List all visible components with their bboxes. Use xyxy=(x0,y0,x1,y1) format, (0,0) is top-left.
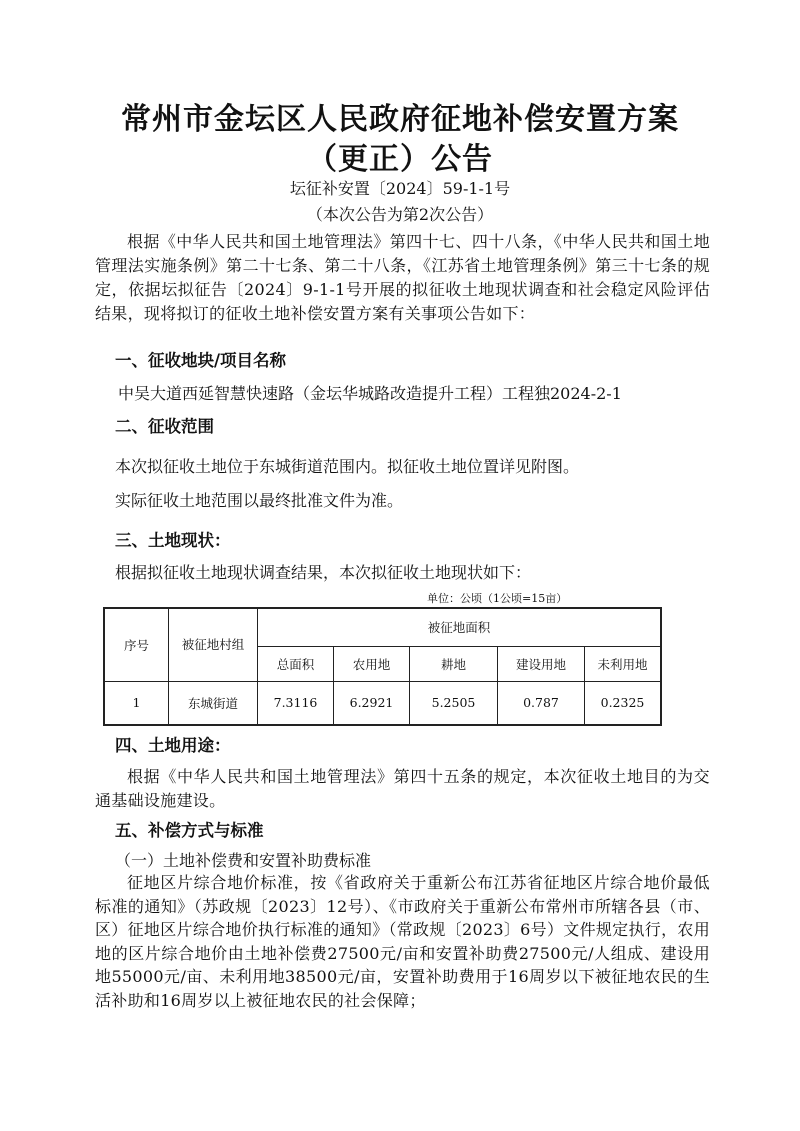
header-cultivated-land: 耕地 xyxy=(410,646,498,681)
section1-content: 中吴大道西延智慧快速路（金坛华城路改造提升工程）工程独2024-2-1 xyxy=(118,384,622,403)
document-title: 常州市金坛区人民政府征地补偿安置方案 xyxy=(121,102,679,137)
cell-construction-land: 0.787 xyxy=(498,681,585,725)
section2-line2: 实际征收土地范围以最终批准文件为准。 xyxy=(115,491,404,510)
section3-content: 根据拟征收土地现状调查结果，本次拟征收土地现状如下： xyxy=(115,563,532,582)
cell-village-group: 东城街道 xyxy=(169,681,258,725)
section4-content: 根据《中华人民共和国土地管理法》第四十五条的规定，本次征收土地目的为交通基础设施建设。 xyxy=(95,767,710,810)
cell-cultivated-land: 5.2505 xyxy=(410,681,498,725)
header-village-group: 被征地村组 xyxy=(169,608,258,681)
notice-count: （本次公告为第2次公告） xyxy=(306,205,494,224)
unit-note: 单位：公顷（1公顷=15亩） xyxy=(427,592,568,605)
section4-heading: 四、土地用途： xyxy=(115,736,231,755)
header-no: 序号 xyxy=(104,608,169,681)
document-number: 坛征补安置〔2024〕59-1-1号 xyxy=(289,179,511,198)
section5-heading: 五、补偿方式与标准 xyxy=(115,821,264,840)
land-status-table xyxy=(103,607,662,726)
header-agricultural-land: 农用地 xyxy=(334,646,410,681)
header-total-area: 总面积 xyxy=(258,646,334,681)
section2-heading: 二、征收范围 xyxy=(115,417,214,436)
header-construction-land: 建设用地 xyxy=(498,646,585,681)
cell-no: 1 xyxy=(104,681,169,725)
section3-heading: 三、土地现状： xyxy=(115,531,231,550)
section2-line1: 本次拟征收土地位于东城街道范围内。拟征收土地位置详见附图。 xyxy=(115,457,580,476)
section1-heading: 一、征收地块/项目名称 xyxy=(115,351,287,370)
cell-agricultural-land: 6.2921 xyxy=(334,681,410,725)
section5-subheading: （一）土地补偿费和安置补助费标准 xyxy=(115,851,372,870)
section5-content: 征地区片综合地价标准，按《省政府关于重新公布江苏省征地区片综合地价最低标准的通知》（苏政规〔2023〕12号）、《市政府关于重新公布常州市所辖各县（市、区）征地区片综合地价执行标准的通知》（常政规〔2023〕6号）文件规定执行，农用地的区片综合地价由土地补偿费27500元/亩和安置补助费27500元/人组成、建设用地55000元/亩、未利用地38500元/亩，安置补助费用于16周岁以下被征地农民的生活补助和16周岁以上被征地农民的社会保障； xyxy=(95,873,710,1010)
cell-total-area: 7.3116 xyxy=(258,681,334,725)
document-title-subtitle: （更正）公告 xyxy=(307,142,493,177)
table-row xyxy=(104,681,661,725)
header-unused-land: 未利用地 xyxy=(585,646,662,681)
intro-paragraph: 根据《中华人民共和国土地管理法》第四十七、四十八条，《中华人民共和国土地管理法实施条例》第二十七条、第二十八条，《江苏省土地管理条例》第三十七条的规定，依据坛拟征告〔2024〕9-1-1号开展的拟征收土地现状调查和社会稳定风险评估结果，现将拟订的征收土地补偿安置方案有关事项公告如下： xyxy=(95,232,710,323)
header-land-area: 被征地面积 xyxy=(258,608,662,646)
cell-unused-land: 0.2325 xyxy=(585,681,662,725)
